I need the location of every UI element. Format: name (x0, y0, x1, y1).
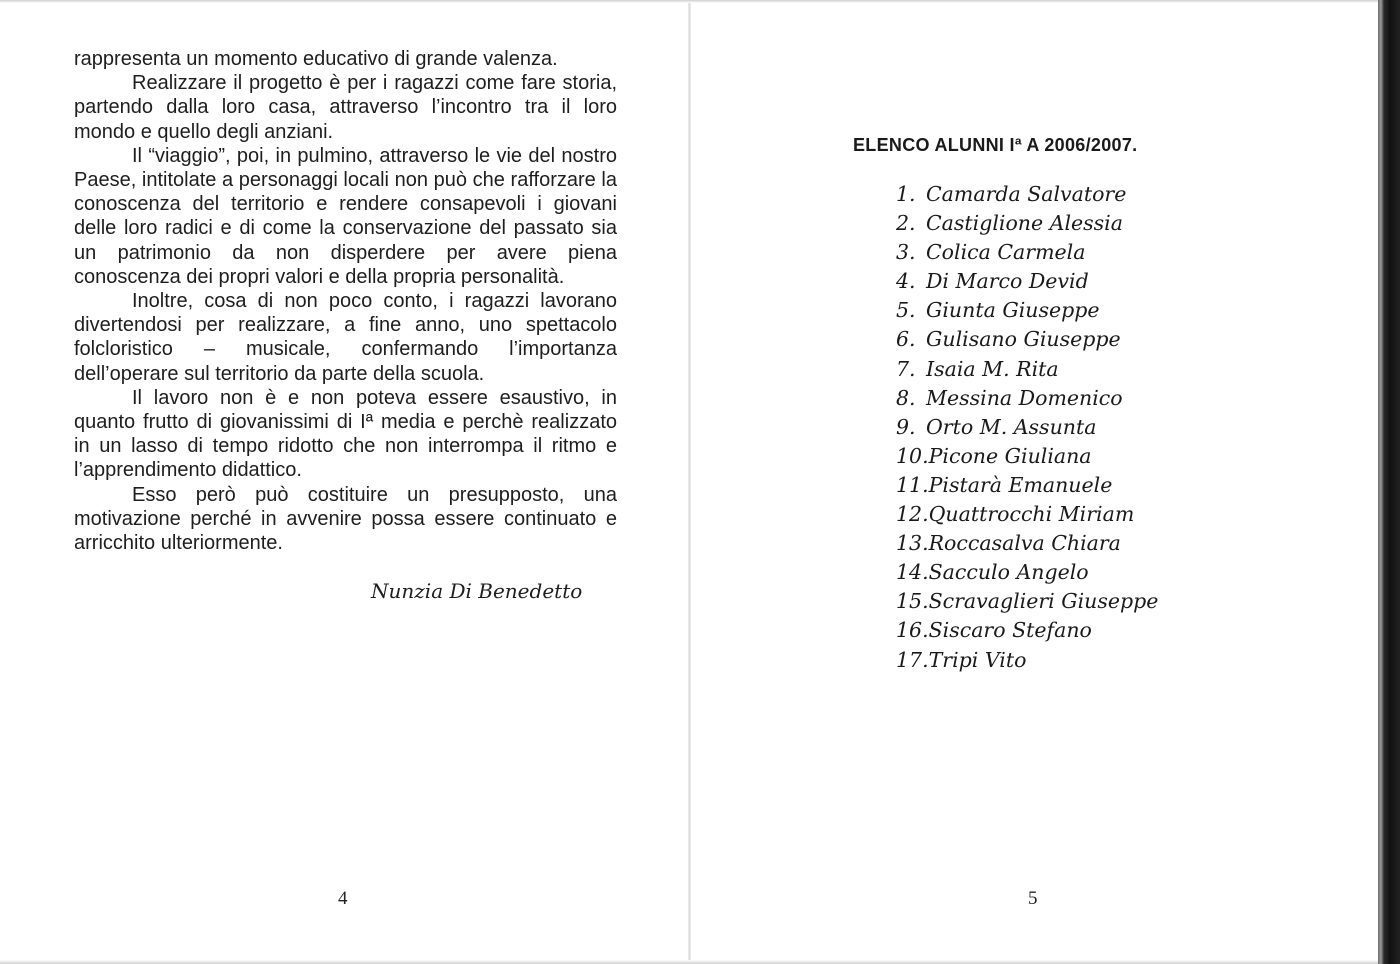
list-item-number: 7. (896, 356, 916, 381)
page-number: 4 (338, 888, 348, 909)
list-item (896, 616, 1158, 645)
list-title: ELENCO ALUNNI Iª A 2006/2007. (853, 135, 1138, 155)
student-name: Orto M. Assunta (926, 414, 1097, 439)
list-item-number: 17. (896, 647, 929, 672)
list-item-number: 14. (896, 560, 929, 585)
list-item-number: 3. (896, 240, 916, 265)
list-item (896, 325, 1158, 354)
list-item (896, 558, 1158, 587)
student-name: Colica Carmela (926, 240, 1086, 265)
student-name: Di Marco Devid (926, 269, 1089, 294)
list-item (896, 413, 1158, 442)
list-item-number: 13. (896, 531, 929, 556)
list-item (896, 267, 1158, 296)
student-name: Camarda Salvatore (926, 182, 1127, 206)
page-number: 5 (1028, 888, 1038, 909)
student-name: Isaia M. Rita (926, 356, 1059, 381)
student-name: Sacculo Angelo (928, 560, 1089, 585)
paragraph: Esso però può costituire un presupposto, una motivazione perché in avvenire possa essere continuato e arricchito ulteriormente. (74, 483, 617, 555)
student-name: Pistarà Emanuele (928, 472, 1113, 497)
list-item (896, 587, 1158, 616)
list-item-number: 2. (896, 211, 916, 236)
paragraph: Il lavoro non è e non poteva essere esaustivo, in quanto frutto di giovanissimi di Iª media e perchè realizzato in un lasso di tempo ridotto che non interrompa il ritmo e l’apprendimento didattico. (74, 386, 617, 482)
list-item (896, 238, 1158, 267)
student-name: Siscaro Stefano (928, 618, 1092, 643)
scan-border (1378, 0, 1400, 964)
student-name: Giunta Giuseppe (926, 298, 1100, 323)
list-item (896, 529, 1158, 558)
student-name: Picone Giuliana (928, 443, 1092, 468)
list-item (896, 209, 1158, 238)
page-edge-top (0, 0, 1378, 3)
student-name: Quattrocchi Miriam (928, 502, 1135, 527)
list-item-number: 11. (896, 472, 929, 497)
book-gutter (688, 0, 691, 964)
list-item (896, 384, 1158, 413)
paragraph: Inoltre, cosa di non poco conto, i ragazzi lavorano divertendosi per realizzare, a fine anno, uno spettacolo folcloristico – musicale, confermando l’importanza dell’operare sul territorio da parte della scuola. (74, 290, 617, 385)
list-item (896, 180, 1158, 209)
student-name: Roccasalva Chiara (928, 531, 1121, 556)
student-name: Messina Domenico (926, 385, 1123, 410)
list-item-number: 6. (896, 327, 916, 352)
list-item-number: 1. (896, 182, 916, 206)
list-item-number: 8. (896, 385, 916, 410)
paragraph: Realizzare il progetto è per i ragazzi come fare storia, partendo dalla loro casa, attraverso l’incontro tra il loro mondo e quello degli anziani. (74, 72, 617, 143)
paragraph: rappresenta un momento educativo di grande valenza. (74, 48, 558, 70)
page-edge-bottom (0, 960, 1378, 964)
student-name: Scravaglieri Giuseppe (928, 589, 1159, 614)
student-list (896, 180, 1158, 675)
list-item-number: 5. (896, 298, 916, 323)
list-item-number: 16. (896, 618, 929, 643)
list-item (896, 471, 1158, 500)
list-item (896, 500, 1158, 529)
paragraph: Il “viaggio”, poi, in pulmino, attraverso le vie del nostro Paese, intitolate a personaggi locali non può che rafforzare la conoscenza del territorio e rendere consapevoli i giovani delle loro radici e di come la conservazione del passato sia un patrimonio da non disperdere per avere piena conoscenza dei propri valori e della propria personalità. (74, 144, 617, 288)
list-item (896, 296, 1158, 325)
list-item-number: 12. (896, 502, 929, 527)
list-item (896, 442, 1158, 471)
body-text (74, 47, 617, 555)
list-item (896, 355, 1158, 384)
list-item-number: 15. (896, 589, 929, 614)
list-item-number: 4. (896, 269, 916, 294)
list-item (896, 646, 1158, 675)
signature: Nunzia Di Benedetto (371, 579, 583, 603)
left-page (0, 0, 690, 964)
student-name: Gulisano Giuseppe (926, 327, 1121, 352)
student-name: Tripi Vito (928, 647, 1027, 672)
student-name: Castiglione Alessia (926, 211, 1123, 236)
list-item-number: 10. (896, 443, 929, 468)
list-item-number: 9. (896, 414, 916, 439)
